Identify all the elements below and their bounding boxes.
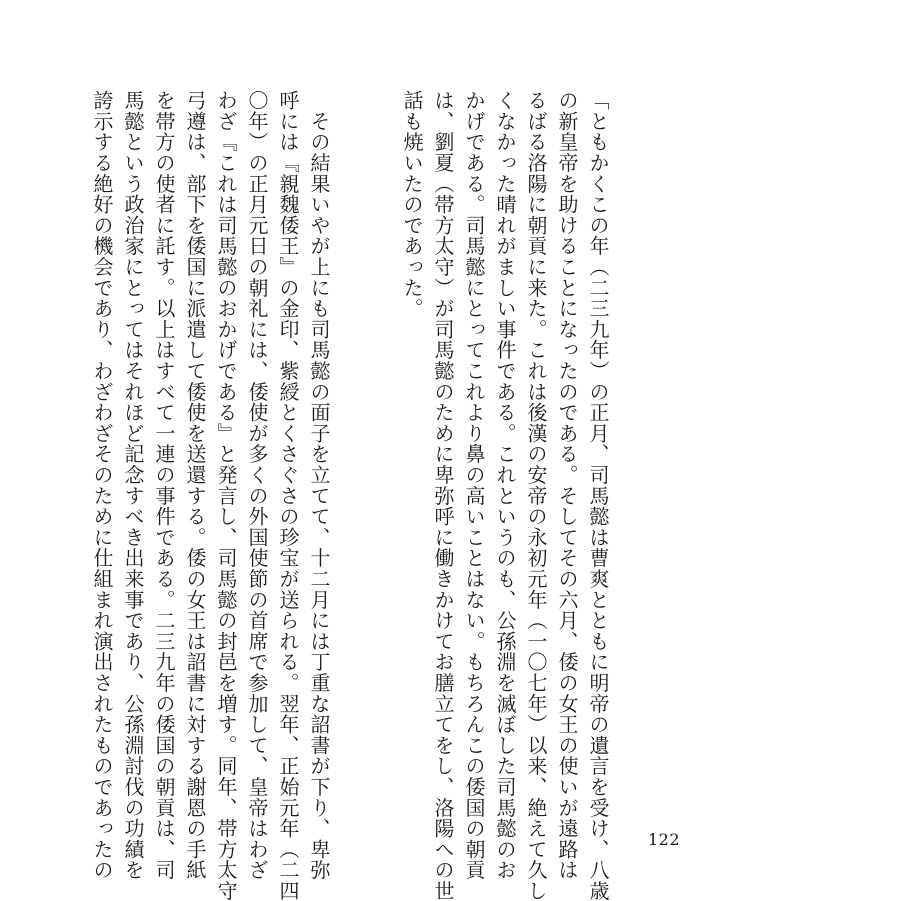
- page-number: 122: [648, 830, 681, 849]
- paragraph-1: 「ともかくこの年（二三九年）の正月、司馬懿は曹爽とともに明帝の遺言を受け、八歳 の新皇帝を助けることになったのである。そしてその六月、倭の女王の使いが遠路は るばる洛陽に朝貢に来た。これは後漢の安帝の永初元年（一〇七年）以来、絶えて久し くなかった晴れがましい事件である。これというのも、公孫淵を滅ぼした司馬懿のお かげである。司馬懿にとってこれより鼻の高いことはない。もちろんこの倭国の朝貢 は、劉夏（帯方太守）が司馬懿のために卑弥呼に働きかけてお膳立てをし、洛陽への世 話も焼いたのであった。: [400, 90, 610, 901]
- paragraph-2: その結果いやが上にも司馬懿の面子を立てて、十二月には丁重な詔書が下り、卑弥 呼には『親魏倭王』の金印、紫綬とくさぐさの珍宝が送られる。翌年、正始元年（二四 〇年）の正月元日の朝礼には、倭使が多くの外国使節の首席で参加して、皇帝はわざ わざ『これは司馬懿のおかげである』と発言し、司馬懿の封邑を増す。同年、帯方太守 弓遵は、部下を倭国に派遣して倭使を送還する。倭の女王は詔書に対する謝恩の手紙 を帯方の使者に託す。以上はすべて一連の事件である。二三九年の倭国の朝貢は、司 馬懿という政治家にとってはそれほど記念すべき出来事であり、公孫淵討伐の功績を 誇示する絶好の機会であり、わざわざそのために仕組まれ演出されたものであったの: [90, 90, 331, 901]
